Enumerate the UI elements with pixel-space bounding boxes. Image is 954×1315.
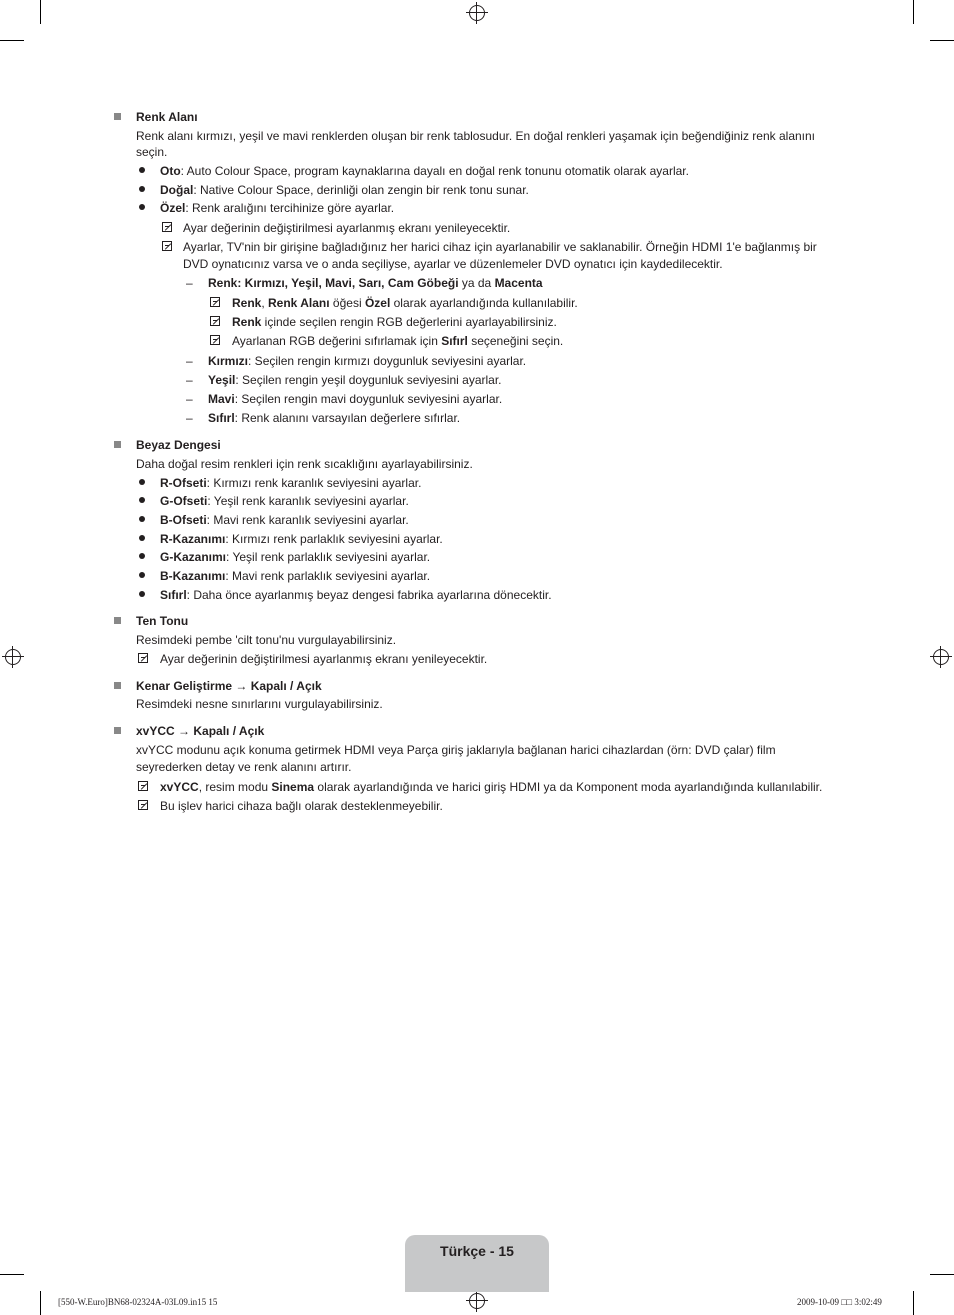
note-text: Ayar değerinin değiştirilmesi ayarlanmış ekranı yenileyecektir.	[183, 221, 511, 235]
list-item: Doğal: Native Colour Space, derinliği olan zengin bir renk tonu sunar.	[160, 183, 529, 197]
crop-mark	[40, 0, 41, 24]
note-icon	[162, 222, 172, 232]
crop-mark	[0, 1274, 24, 1275]
section-desc: Resimdeki pembe 'cilt tonu'nu vurgulayabilirsiniz.	[136, 633, 397, 647]
dash-icon: –	[186, 392, 193, 406]
dash-icon: –	[186, 276, 193, 290]
registration-mark-icon	[5, 649, 21, 665]
dash-item: Renk: Kırmızı, Yeşil, Mavi, Sarı, Cam Göbeği ya da Macenta	[208, 276, 543, 290]
section-desc: Resimdeki nesne sınırlarını vurgulayabilirsiniz.	[136, 697, 383, 711]
note-text: Ayarlar, TV'nin bir girişine bağladığınız her harici cihaz için ayarlanabilir ve saklanabilir. Örneğin HDMI 1'e bağlanmış bir	[183, 240, 817, 254]
list-item: G-Ofseti: Yeşil renk karanlık seviyesini ayarlar.	[160, 494, 409, 508]
note-text: Renk, Renk Alanı öğesi Özel olarak ayarlandığında kullanılabilir.	[232, 296, 578, 310]
bullet-icon	[139, 516, 145, 522]
bullet-icon	[139, 497, 145, 503]
bullet-icon	[139, 553, 145, 559]
list-item: R-Ofseti: Kırmızı renk karanlık seviyesini ayarlar.	[160, 476, 422, 490]
registration-mark-icon	[933, 649, 949, 665]
section-square-icon	[114, 682, 121, 689]
section-desc: xvYCC modunu açık konuma getirmek HDMI veya Parça giriş jaklarıyla bağlanan harici cihazlardan (örn: DVD çalar) film	[136, 743, 776, 757]
crop-mark	[40, 1291, 41, 1315]
note-icon	[210, 297, 220, 307]
crop-mark	[0, 40, 24, 41]
list-item: G-Kazanımı: Yeşil renk parlaklık seviyesini ayarlar.	[160, 550, 431, 564]
dash-item: Mavi: Seçilen rengin mavi doygunluk seviyesini ayarlar.	[208, 392, 503, 406]
note-text: Ayarlanan RGB değerini sıfırlamak için Sıfırl seçeneğini seçin.	[232, 334, 564, 348]
note-icon	[210, 335, 220, 345]
note-text: Ayar değerinin değiştirilmesi ayarlanmış ekranı yenileyecektir.	[160, 652, 488, 666]
bullet-icon	[139, 186, 145, 192]
bullet-icon	[139, 167, 145, 173]
footer-timestamp: 2009-10-09 □□ 3:02:49	[797, 1297, 882, 1307]
section-title: xvYCC → Kapalı / Açık	[136, 724, 265, 738]
list-item: R-Kazanımı: Kırmızı renk parlaklık seviyesini ayarlar.	[160, 532, 443, 546]
dash-icon: –	[186, 411, 193, 425]
note-icon	[162, 241, 172, 251]
bullet-icon	[139, 479, 145, 485]
section-title: Beyaz Dengesi	[136, 438, 221, 452]
section-desc: Renk alanı kırmızı, yeşil ve mavi renklerden oluşan bir renk tablosudur. En doğal renkleri yaşamak için beğendiğiniz renk alanını	[136, 129, 816, 143]
section-desc: seyrederken detay ve renk alanını artırır.	[136, 760, 352, 774]
bullet-icon	[139, 591, 145, 597]
crop-mark	[930, 1274, 954, 1275]
registration-mark-icon	[469, 1293, 485, 1309]
footer-file-info: [550-W.Euro]BN68-02324A-03L09.in15 15	[58, 1297, 218, 1307]
list-item: B-Kazanımı: Mavi renk parlaklık seviyesini ayarlar.	[160, 569, 431, 583]
section-square-icon	[114, 727, 121, 734]
list-item: Oto: Auto Colour Space, program kaynaklarına dayalı en doğal renk tonunu otomatik olarak ayarlar.	[160, 164, 689, 178]
bullet-icon	[139, 204, 145, 210]
bullet-icon	[139, 572, 145, 578]
section-title: Renk Alanı	[136, 110, 198, 124]
section-square-icon	[114, 113, 121, 120]
dash-item: Kırmızı: Seçilen rengin kırmızı doygunluk seviyesini ayarlar.	[208, 354, 527, 368]
page-number: Türkçe - 15	[440, 1243, 514, 1259]
note-icon	[210, 316, 220, 326]
note-text: Renk içinde seçilen rengin RGB değerlerini ayarlayabilirsiniz.	[232, 315, 557, 329]
crop-mark	[930, 40, 954, 41]
dash-icon: –	[186, 373, 193, 387]
dash-item: Sıfırl: Renk alanını varsayılan değerlere sıfırlar.	[208, 411, 461, 425]
list-item: B-Ofseti: Mavi renk karanlık seviyesini ayarlar.	[160, 513, 409, 527]
registration-mark-icon	[469, 5, 485, 21]
list-item: Sıfırl: Daha önce ayarlanmış beyaz dengesi fabrika ayarlarına dönecektir.	[160, 588, 552, 602]
section-square-icon	[114, 441, 121, 448]
crop-mark	[913, 0, 914, 24]
note-text: Bu işlev harici cihaza bağlı olarak desteklenmeyebilir.	[160, 799, 443, 813]
section-desc: seçin.	[136, 145, 168, 159]
bullet-icon	[139, 535, 145, 541]
dash-item: Yeşil: Seçilen rengin yeşil doygunluk seviyesini ayarlar.	[208, 373, 502, 387]
section-desc: Daha doğal resim renkleri için renk sıcaklığını ayarlayabilirsiniz.	[136, 457, 473, 471]
section-title: Ten Tonu	[136, 614, 189, 628]
section-title: Kenar Geliştirme → Kapalı / Açık	[136, 679, 322, 693]
dash-icon: –	[186, 354, 193, 368]
list-item: Özel: Renk aralığını tercihinize göre ayarlar.	[160, 201, 395, 215]
note-icon	[138, 653, 148, 663]
note-icon	[138, 800, 148, 810]
note-text: xvYCC, resim modu Sinema olarak ayarlandığında ve harici giriş HDMI ya da Komponent moda ayarlandığında kullanılabilir.	[160, 780, 823, 794]
note-text: DVD oynatıcınız varsa ve o anda seçiliyse, ayarlar ve düzenlemeler DVD oynatıcı için kaydedilecektir.	[183, 257, 723, 271]
note-icon	[138, 781, 148, 791]
section-square-icon	[114, 617, 121, 624]
crop-mark	[913, 1291, 914, 1315]
